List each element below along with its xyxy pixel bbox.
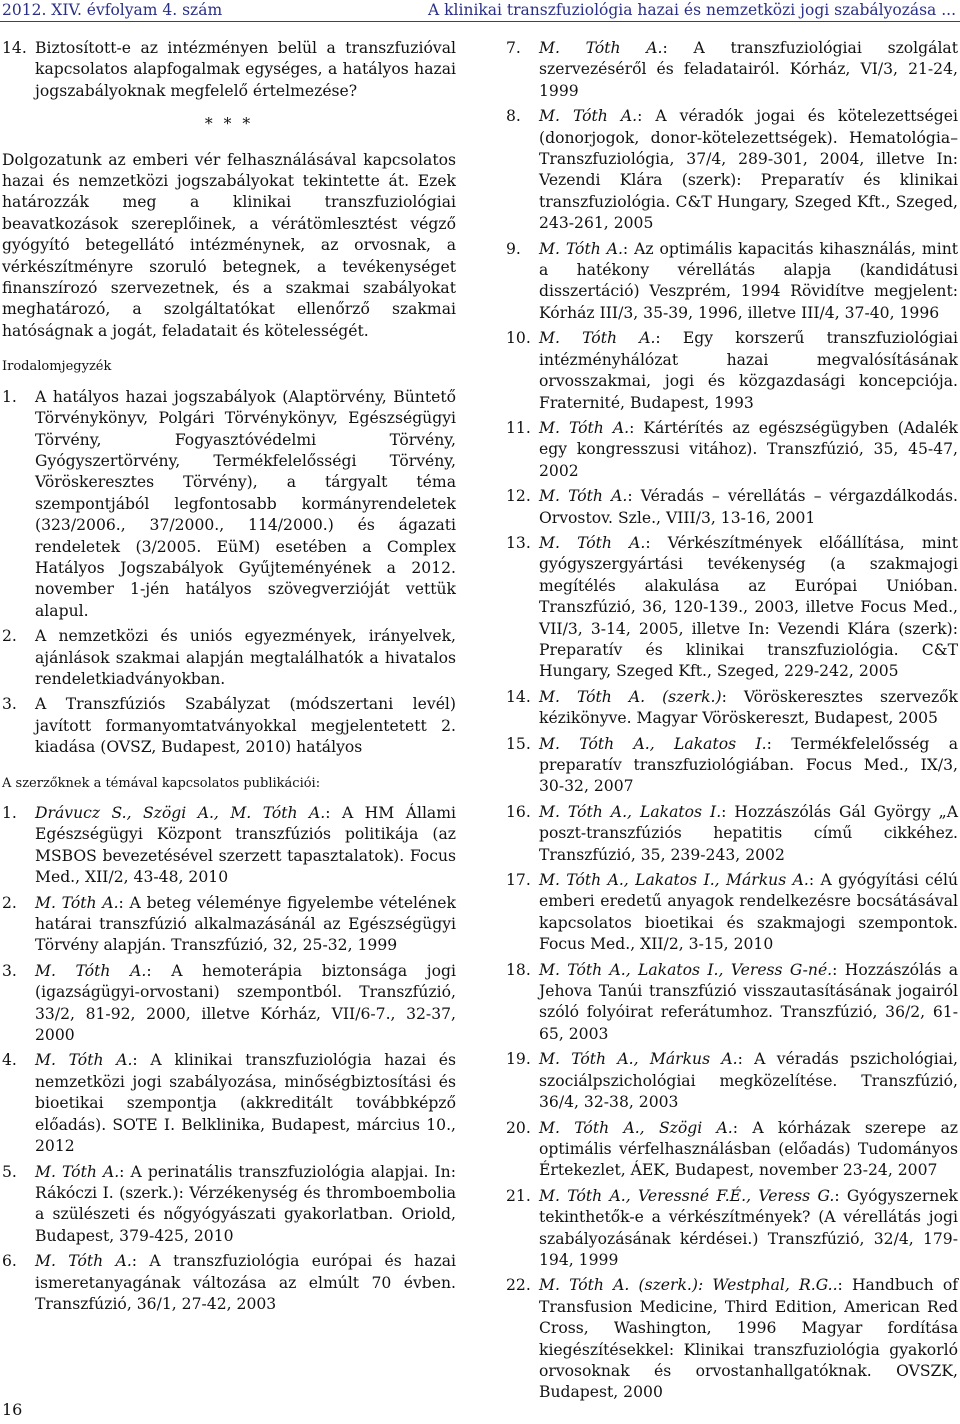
- item-authors: M. Tóth A.: [539, 329, 656, 348]
- item-number: 18.: [506, 960, 531, 979]
- item-authors: M. Tóth A., Márkus A.: [539, 1050, 738, 1069]
- item-text: : Egy korszerű transzfuziológiai intézményhálózat hazai megvalósításának orvosszakmai, jogi és közgazdasági koncepciója. Fraternité, Budapest, 1993: [539, 329, 958, 412]
- item-number: 21.: [506, 1186, 531, 1205]
- list-item: [506, 1186, 958, 1272]
- item-text: : A HM Állami Egészségügyi Központ transzfúziós politikája (az MSBOS bevezetésével szerzett tapasztalatok). Focus Med., XII/2, 43-48, 2010: [35, 804, 457, 887]
- right-column: [506, 38, 958, 1408]
- item-authors: M. Tóth A. (szerk.): Westphal, R.G..: [539, 1276, 838, 1295]
- list-item: [2, 387, 456, 622]
- item-authors: M. Tóth A., Lakatos I.: [539, 802, 722, 821]
- list-item: [2, 1251, 456, 1315]
- item-number: 3.: [2, 961, 17, 980]
- item-text: : A transzfuziológiai szolgálat szervezéséről és feladatairól. Kórház, VI/3, 21-24, 1999: [539, 39, 958, 100]
- list-item: [2, 626, 456, 690]
- publications-list-left: [2, 803, 456, 1315]
- item-text: : Vöröskeresztes szervezők kézikönyve. Magyar Vöröskereszt, Budapest, 2005: [539, 687, 959, 728]
- list-item: [2, 1162, 456, 1248]
- list-item: [506, 960, 958, 1046]
- item-number: 22.: [506, 1276, 531, 1295]
- item-authors: M. Tóth A.: [35, 961, 147, 980]
- section-separator: * * *: [204, 115, 254, 134]
- item-number: 10.: [506, 329, 531, 348]
- running-header: [0, 0, 960, 22]
- publications-list-right: [506, 38, 958, 1404]
- item-number: 11.: [506, 418, 531, 437]
- references-list: [2, 387, 456, 759]
- item-authors: M. Tóth A.: [539, 533, 646, 552]
- list-item: [2, 803, 456, 889]
- item-authors: M. Tóth A.: [35, 893, 119, 912]
- list-item: [506, 486, 958, 529]
- item-text: : A beteg véleménye figyelembe vételének határai transzfúzió alkalmazásánál az Egészségügyi Törvény alapján. Transzfúzió, 32, 25-32, 1999: [35, 893, 456, 955]
- item-text: A hatályos hazai jogszabályok (Alaptörvény, Büntető Törvénykönyv, Polgári Törvénykönyv, Egészségügyi Törvény, Fogyasztóvédelmi Törvény, Gyógyszertörvény, Termékfelelősségi Törvény, Vöröskeresztes Törvény), a tárgyalt téma szempontjából legfontosabb kormányrendeletek (323/2006., 37/2000., 114/2000.) és ágazati rendeletek (3/2005. EüM) esetében a Complex Hatályos Jogszabályok Gyűjteményének a 2012. november 1-jén hatályos szövegverzióját vettük alapul.: [35, 387, 456, 620]
- list-item: [506, 1049, 958, 1113]
- list-item: [506, 802, 958, 866]
- journal-issue-label: 2012. XIV. évfolyam 4. szám: [2, 1, 223, 19]
- question-text: Biztosított-e az intézményen belül a transzfuzióval kapcsolatos alapfogalmak egységes, a hatályos hazai jogszabályoknak megfelelő értelmezése?: [35, 39, 456, 100]
- item-number: 5.: [2, 1162, 17, 1181]
- item-text: : Kártérítés az egészségügyben (Adalék egy kongresszusi vitához). Transzfúzió, 35, 45-47, 2002: [539, 418, 958, 480]
- item-number: 13.: [506, 533, 531, 552]
- list-item: [506, 328, 958, 414]
- list-item: [506, 533, 958, 683]
- item-text: : Gyógyszernek tekinthetők-e a vérkészítmények? (A vérellátás jogi szabályozásának kérdései.) Transzfúzió, 32/4, 179-194, 1999: [539, 1186, 958, 1269]
- list-item: [506, 734, 958, 798]
- item-number: 15.: [506, 734, 531, 753]
- item-text: : Hozzászólás a Jehova Tanúi transzfúzió visszautasításának jogairól szóló folyóirat referátumhoz. Transzfúzió, 36/2, 61-65, 2003: [539, 960, 958, 1043]
- page-number: 16: [2, 1400, 23, 1419]
- list-item: [506, 38, 958, 102]
- item-authors: M. Tóth A., Lakatos I., Veress G-né.: [539, 960, 833, 979]
- list-item: [506, 1275, 958, 1403]
- item-number: 12.: [506, 487, 531, 506]
- conclusion-paragraph: Dolgozatunk az emberi vér felhasználásával kapcsolatos hazai és nemzetközi jogszabályokat tekintette át. Ezek határozzák meg a klinikai transzfuziológiai beavatkozások szereplőinek, a vérátömlesztést végző gyógyító betegellátó intézménynek, az orvosnak, a vérkészítményre szoruló betegnek, a tevékenységet finanszírozó szervezetnek, és a szakmai szabályokat meghatározó, a szolgáltatókat ellenőrző szakmai hatóságnak a jogát, feladatait és kötelességét.: [2, 150, 456, 340]
- item-text: : A kórházak szerepe az optimális vérfelhasználásban (előadás) Tudományos Értekezlet, ÁEK, Budapest, november 23-24, 2007: [539, 1118, 958, 1180]
- item-text: : A véradás pszichológiai, szociálpszichológiai megközelítése. Transzfúzió, 36/4, 32-38, 2003: [539, 1050, 958, 1112]
- item-number: 6.: [2, 1252, 17, 1271]
- item-authors: M. Tóth A., Lakatos I.: [539, 734, 767, 753]
- item-text: : A klinikai transzfuziológia hazai és nemzetközi jogi szabályozása, minőségbiztosítási és bioetikai szempontja (akkreditált továbbképző előadás). SOTE I. Belklinika, Budapest, március 10., 2012: [35, 1051, 456, 1156]
- item-number: 3.: [2, 695, 17, 714]
- item-number: 9.: [506, 239, 521, 258]
- item-text: : Termékfelelősség a preparatív transzfuziológiában. Focus Med., IX/3, 30-32, 2007: [539, 734, 958, 796]
- item-text: : A véradók jogai és kötelezettségei (donorjogok, donor-kötelezettségek). Hematológia–Transzfuziológia, 37/4, 289-301, 2004, illetve In: Vezendi Klára (szerk): Preparatív és klinikai transzfuziológia. C&T Hungary, Szeged Kft., Szeged, 243-261, 2005: [539, 107, 958, 233]
- item-text: : A transzfuziológia európai és hazai ismeretanyagának változása az elmúlt 70 évben. Transzfúzió, 36/1, 27-42, 2003: [35, 1252, 456, 1313]
- item-text: : Véradás – vérellátás – vérgazdálkodás. Orvostov. Szle., VIII/3, 13-16, 2001: [539, 487, 958, 527]
- list-item: [2, 893, 456, 957]
- item-authors: M. Tóth A. (szerk.): [539, 687, 722, 706]
- item-number: 17.: [506, 871, 531, 890]
- item-authors: M. Tóth A.: [35, 1162, 120, 1181]
- item-authors: M. Tóth A.: [539, 239, 623, 258]
- item-number: 7.: [506, 39, 521, 57]
- item-text: : A gyógyítási célú emberi eredetű anyagok rendelkezésre bocsátásával kapcsolatos bioetikai és szakmajogi szempontok. Focus Med., XII/2, 3-15, 2010: [539, 871, 958, 954]
- item-text: : Az optimális kapacitás kihasználás, mint a hatékony vérellátás alapja (kandidátusi disszertáció) Veszprém, 1994 Rövidítve megjelent: Kórház III/3, 35-39, 1996, illetve III/4, 37-40, 1996: [539, 239, 959, 322]
- item-number: 20.: [506, 1118, 531, 1137]
- list-item: [2, 694, 456, 758]
- item-number: 8.: [506, 107, 521, 126]
- item-number: 1.: [2, 804, 17, 822]
- item-number: 4.: [2, 1051, 17, 1070]
- list-item: [2, 1050, 456, 1157]
- item-number: 16.: [506, 802, 531, 821]
- item-authors: M. Tóth A., Lakatos I., Márkus A.: [539, 871, 809, 890]
- item-text: : Hozzászólás Gál György „A poszt-transzfúziós hepatitis című cikkéhez. Transzfúzió, 35, 239-243, 2002: [539, 802, 958, 864]
- item-authors: M. Tóth A., Szögi A.: [539, 1118, 733, 1137]
- list-item: [2, 961, 456, 1047]
- item-authors: M. Tóth A.: [539, 418, 630, 437]
- article-running-title: A klinikai transzfuziológia hazai és nemzetközi jogi szabályozása ...: [428, 1, 956, 19]
- list-item: [506, 1118, 958, 1182]
- question-item-14: [2, 38, 456, 102]
- item-text: A nemzetközi és uniós egyezmények, irányelvek, ajánlások szakmai alapján megtalálhatók a hivatalos rendeletkiadványokban.: [35, 627, 456, 688]
- item-text: : A hemoterápia biztonsága jogi (igazságügyi-orvostani) szempontból. Transzfúzió, 33/2, 81-92, 2000, illetve Kórház, VII/6-7., 32-37, 2000: [35, 961, 456, 1045]
- item-number: 2.: [2, 893, 17, 912]
- item-authors: M. Tóth A.: [539, 39, 663, 57]
- item-number: 14.: [506, 687, 531, 706]
- item-number: 1.: [2, 387, 17, 406]
- question-number: 14.: [2, 39, 27, 57]
- list-item: [506, 106, 958, 234]
- item-authors: M. Tóth A.: [539, 107, 638, 126]
- item-text: : A perinatális transzfuziológia alapjai. In: Rákóczi I. (szerk.): Vérzékenység és thromboembolia a szülészeti és nőgyógyászati gyakorlatban. Oriold, Budapest, 379-425, 2010: [35, 1162, 456, 1245]
- item-authors: M. Tóth A.: [539, 487, 628, 506]
- item-text: : Handbuch of Transfusion Medicine, Third Edition, American Red Cross, Washington, 1996 Magyar fordítása kiegészítésekkel: Klinikai transzfuziológia gyakorló orvosoknak és orvostanhallgatóknak. OVSZK, Budapest, 2000: [539, 1276, 958, 1402]
- list-item: [506, 687, 958, 730]
- header-rule: [0, 21, 960, 22]
- item-number: 19.: [506, 1050, 531, 1069]
- list-item: [506, 418, 958, 482]
- item-authors: M. Tóth A., Veressné F.É., Veress G.: [539, 1186, 835, 1205]
- left-column: [2, 38, 456, 1319]
- publications-heading: A szerzőknek a témával kapcsolatos publikációi:: [2, 775, 321, 791]
- item-authors: M. Tóth A.: [35, 1051, 133, 1070]
- item-authors: M. Tóth A.: [35, 1252, 132, 1271]
- item-number: 2.: [2, 627, 17, 646]
- item-text: A Transzfúziós Szabályzat (módszertani levél) javított formanyomtatványokkal megjelentetett 2. kiadása (OVSZ, Budapest, 2010) hatályos: [35, 695, 456, 757]
- list-item: [506, 870, 958, 956]
- bibliography-heading: Irodalomjegyzék: [2, 359, 112, 375]
- list-item: [506, 239, 958, 325]
- item-text: : Vérkészítmények előállítása, mint gyógyszergyártási tevékenység (a szakmajogi megítélés alakulása az Európai Unióban. Transzfúzió, 36, 120-139., 2003, illetve Focus Med., VII/3, 3-14, 2005, illetve In: Vezendi Klára (szerk): Preparatív és klinikai transzfuziológia. C&T Hungary, Szeged Kft., Szeged, 229-242, 2005: [539, 533, 958, 681]
- item-authors: Drávucz S., Szögi A., M. Tóth A.: [35, 804, 326, 822]
